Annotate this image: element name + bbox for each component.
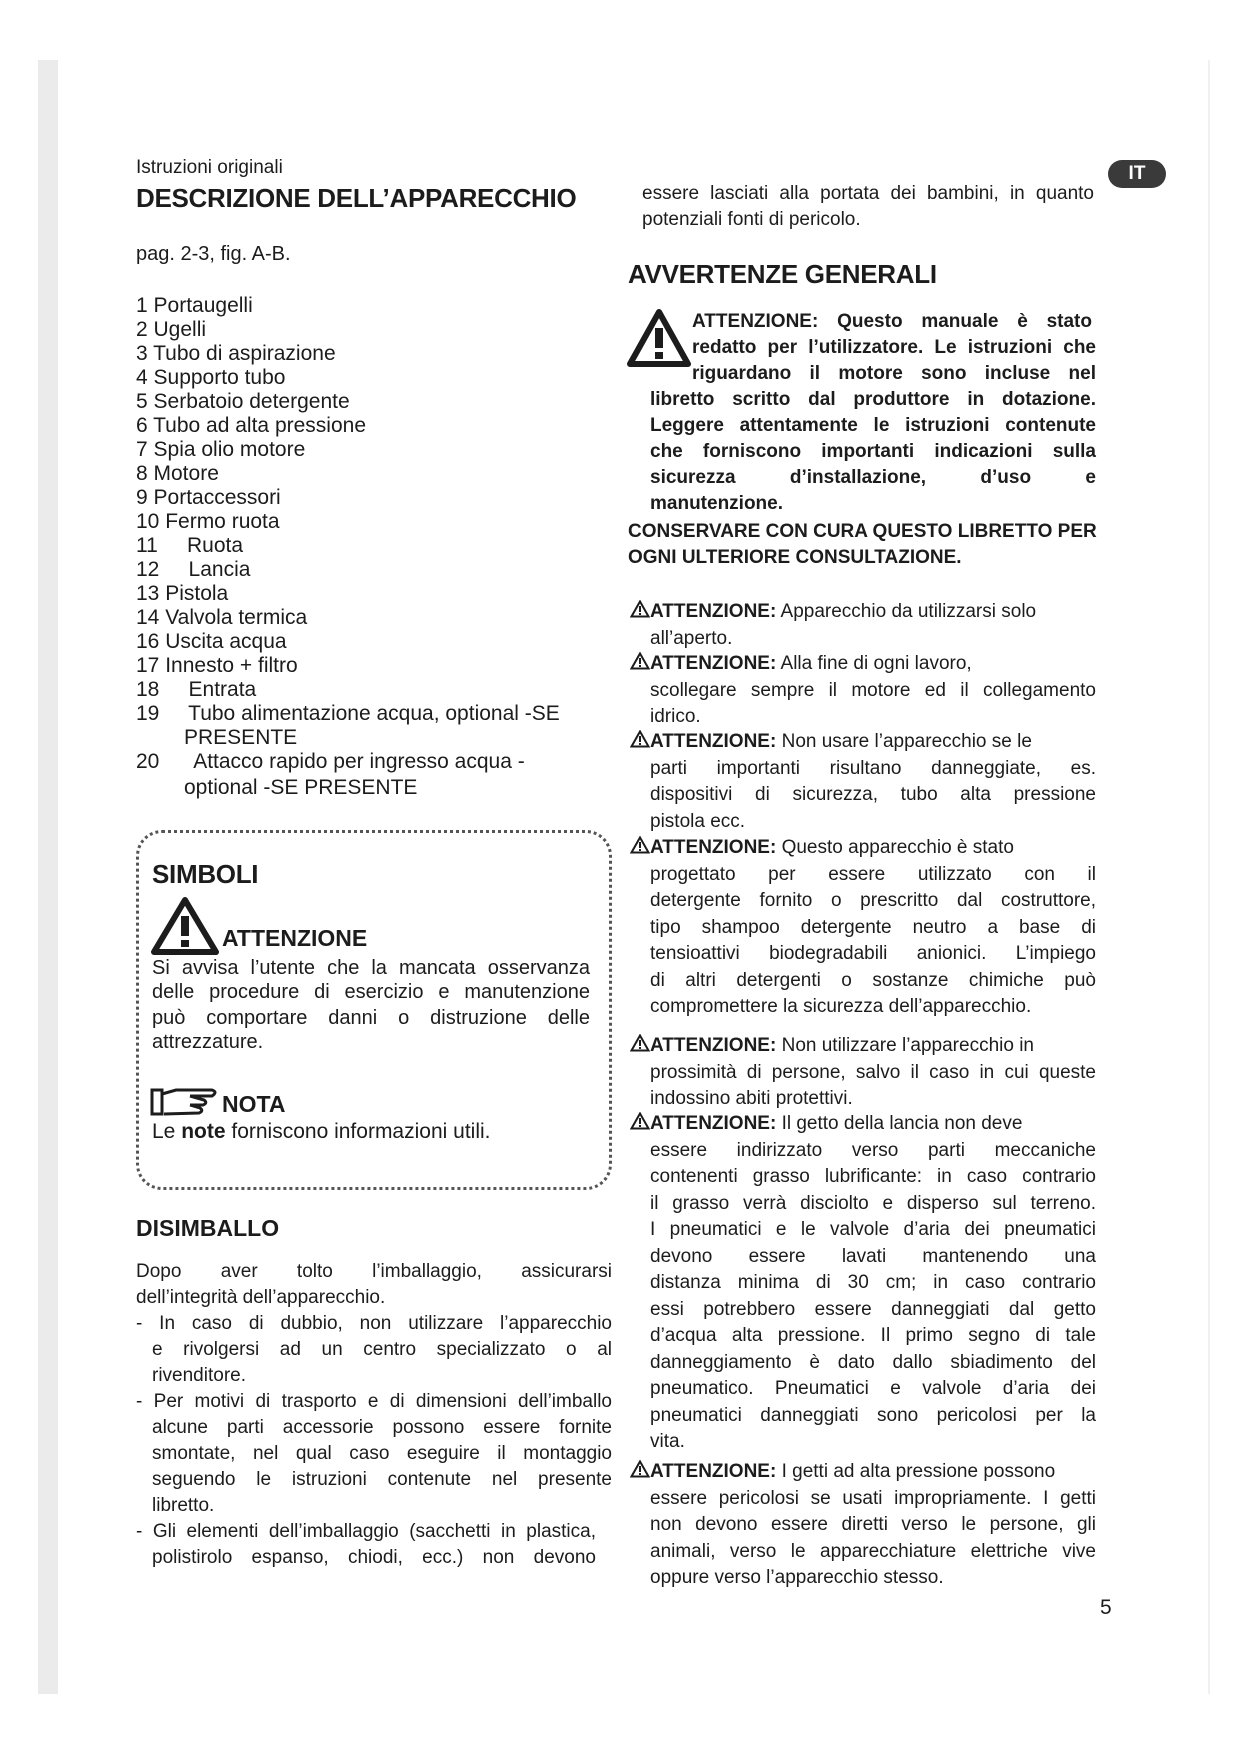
warning-label: ATTENZIONE [222,925,368,951]
list-item: 5 Serbatoio detergente [136,390,350,413]
warning-small-icon [630,731,650,752]
warning-item-line: d’acqua alta pressione. Il primo segno di tale [650,1325,1096,1346]
unpacking-line: Dopo aver tolto l’imballaggio, assicurarsi [136,1261,612,1282]
page-edge-line [1208,60,1210,1694]
general-warning-line: ATTENZIONE: Questo manuale è stato [692,311,1092,332]
document-subtitle: Istruzioni originali [136,157,283,178]
page-margin-bar [38,60,58,1694]
general-warning-line: libretto scritto dal produttore in dotazione. [650,389,1096,410]
warning-small-icon [630,837,650,858]
warning-word: ATTENZIONE: [650,1113,777,1134]
list-item: 13 Pistola [136,582,229,605]
list-item: 3 Tubo di aspirazione [136,342,336,365]
note-text-prefix: Le [152,1120,182,1143]
section-title-description: DESCRIZIONE DELL’APPARECCHIO [136,183,577,213]
warning-item-line: tipo shampoo detergente neutro a base di [650,916,1096,938]
warning-word: ATTENZIONE: [650,1035,777,1056]
warning-item-line: tensioattivi biodegradabili anionici. L’impiego [650,943,1096,964]
unpacking-line: smontate, nel qual caso eseguire il montaggio [152,1443,612,1464]
warning-item-line: essere indirizzato verso parti meccaniche [650,1139,1096,1161]
list-item-continuation: PRESENTE [184,726,298,749]
warning-text: Non utilizzare l’apparecchio in [776,1035,1034,1056]
warning-description-line: può comportare danni o distruzione delle [152,1007,590,1029]
warning-item-line: all’aperto. [650,627,733,649]
warning-item-line: essere pericolosi se usati impropriamente. I getti [650,1487,1096,1509]
note-text-suffix: forniscono informazioni utili. [225,1120,491,1143]
warning-item-line: devono essere lavati mantenendo una [650,1245,1096,1267]
general-warning-line: sicurezza d’installazione, d’uso e [650,467,1096,488]
unpacking-line: e rivolgersi ad un centro specializzato o al [152,1339,612,1360]
warning-triangle-icon [150,896,220,956]
note-description [152,1120,490,1144]
warning-word: ATTENZIONE: [650,731,777,752]
warning-small-icon [630,1461,650,1482]
warning-item-line: pneumatico. Pneumatici e valvole d’aria dei [650,1378,1096,1399]
continuation-line: potenziali fonti di pericolo. [642,209,861,230]
list-item: 11 Ruota [136,534,244,557]
warning-text: Alla fine di ogni lavoro, [776,653,972,674]
warning-item-line: distanza minima di 30 cm; in caso contrario [650,1272,1096,1293]
warning-item-first-line [630,1034,1096,1058]
general-warning-line: riguardano il motore sono incluse nel [692,363,1096,384]
list-item: 10 Fermo ruota [136,510,280,533]
list-item-continuation: optional -SE PRESENTE [184,776,418,799]
warning-item-line: vita. [650,1431,685,1452]
figure-reference: pag. 2-3, fig. A-B. [136,243,291,265]
warning-description-line: Si avvisa l’utente che la mancata osservanza [152,957,590,979]
list-item: 9 Portaccessori [136,486,281,509]
warning-word: ATTENZIONE: [650,653,777,674]
warning-item-first-line [630,1460,1096,1484]
warning-triangle-icon [626,308,692,368]
general-warning-line: redatto per l’utilizzatore. Le istruzioni che [692,337,1096,358]
list-item: 17 Innesto + filtro [136,654,298,677]
warning-item-line: non devono essere diretti verso le persone, gli [650,1514,1096,1535]
unpacking-line: rivenditore. [152,1365,246,1386]
warning-item-line: contenenti grasso lubrificante: in caso contrario [650,1166,1096,1187]
warning-item-line: parti importanti risultano danneggiate, es. [650,757,1096,779]
warning-small-icon [630,601,650,622]
unpacking-line: - In caso di dubbio, non utilizzare l’apparecchio [136,1313,612,1334]
warning-item-first-line [630,652,1096,676]
warning-item-first-line [630,836,1096,860]
warning-text: Non usare l’apparecchio se le [776,731,1032,752]
warning-small-icon [630,1035,650,1056]
warning-item-line: pneumatici danneggiati sono pericolosi per la [650,1404,1096,1426]
list-item: 18 Entrata [136,678,257,701]
language-badge: IT [1108,160,1166,188]
warning-text: Il getto della lancia non deve [776,1113,1023,1134]
list-item: 12 Lancia [136,558,251,581]
warning-item-line: compromettere la sicurezza dell’apparecchio. [650,996,1032,1017]
warning-item-first-line [630,730,1096,754]
list-item: 7 Spia olio motore [136,438,306,461]
general-warning-line: che forniscono importanti indicazioni sulla [650,441,1096,462]
symbols-title: SIMBOLI [152,859,259,889]
warning-item-line: essi potrebbero essere danneggiati dal getto [650,1298,1096,1320]
keep-manual-line: OGNI ULTERIORE CONSULTAZIONE. [628,547,962,568]
warning-word: ATTENZIONE: [650,1461,777,1482]
warning-text: Apparecchio da utilizzarsi solo [776,601,1037,622]
unpacking-line: dell’integrità dell’apparecchio. [136,1287,386,1308]
warning-item-line: danneggiamento è dato dallo sbiadimento del [650,1351,1096,1373]
general-warning-line: Leggere attentamente le istruzioni contenute [650,415,1096,436]
list-item: 14 Valvola termica [136,606,308,629]
unpacking-title: DISIMBALLO [136,1215,280,1241]
unpacking-line: libretto. [152,1495,215,1516]
warning-item-line: scollegare sempre il motore ed il collegamento [650,679,1096,701]
warning-small-icon [630,653,650,674]
warning-item-line: dispositivi di sicurezza, tubo alta pressione [650,784,1096,805]
list-item: 1 Portaugelli [136,294,253,317]
note-label: NOTA [222,1091,286,1117]
list-item: 2 Ugelli [136,318,207,341]
warning-item-first-line [630,600,1096,624]
warning-small-icon [630,1113,650,1134]
unpacking-line: polistirolo espanso, chiodi, ecc.) non devono [152,1547,596,1568]
pointing-hand-icon [150,1084,220,1118]
warning-item-line: oppure verso l’apparecchio stesso. [650,1567,944,1588]
warning-text: Questo apparecchio è stato [776,837,1014,858]
warning-text: I getti ad alta pressione possono [776,1461,1056,1482]
warning-item-first-line [630,1112,1096,1136]
unpacking-line: alcune parti accessorie possono essere fornite [152,1417,612,1438]
warning-description-line: delle procedure di esercizio e manutenzione [152,981,590,1003]
list-item: 20 Attacco rapido per ingresso acqua - [136,750,525,773]
warning-item-line: pistola ecc. [650,810,746,832]
warning-item-line: detergente fornito o prescritto dal costruttore, [650,890,1096,911]
warning-word: ATTENZIONE: [650,601,777,622]
unpacking-line: seguendo le istruzioni contenute nel presente [152,1469,612,1490]
warning-item-line: idrico. [650,706,701,727]
unpacking-line: - Gli elementi dell’imballaggio (sacchetti in plastica, [136,1521,596,1542]
warning-item-line: il grasso verrà disciolto e disperso sul terreno. [650,1192,1096,1214]
continuation-line: essere lasciati alla portata dei bambini, in quanto [642,183,1094,204]
warning-item-line: prossimità di persone, salvo il caso in cui queste [650,1061,1096,1083]
warning-item-line: progettato per essere utilizzato con il [650,863,1096,885]
list-item: 16 Uscita acqua [136,630,287,653]
list-item: 8 Motore [136,462,219,485]
section-title-general-warnings: AVVERTENZE GENERALI [628,259,937,289]
warning-item-line: animali, verso le apparecchiature elettriche vive [650,1540,1096,1562]
warning-item-line: indossino abiti protettivi. [650,1088,853,1109]
note-text-bold: note [181,1120,226,1143]
list-item: 4 Supporto tubo [136,366,286,389]
page-number: 5 [1100,1596,1112,1619]
warning-word: ATTENZIONE: [650,837,777,858]
warning-item-line: di altri detergenti o sostanze chimiche può [650,969,1096,991]
list-item: 6 Tubo ad alta pressione [136,414,366,437]
warning-item-line: I pneumatici e le valvole d’aria dei pneumatici [650,1219,1096,1240]
warning-description-line: attrezzature. [152,1031,264,1053]
unpacking-line: - Per motivi di trasporto e di dimensioni dell’imballo [136,1391,612,1412]
general-warning-line: manutenzione. [650,493,784,514]
keep-manual-line: CONSERVARE CON CURA QUESTO LIBRETTO PER [628,521,1097,542]
list-item: 19 Tubo alimentazione acqua, optional -SE [136,702,560,725]
